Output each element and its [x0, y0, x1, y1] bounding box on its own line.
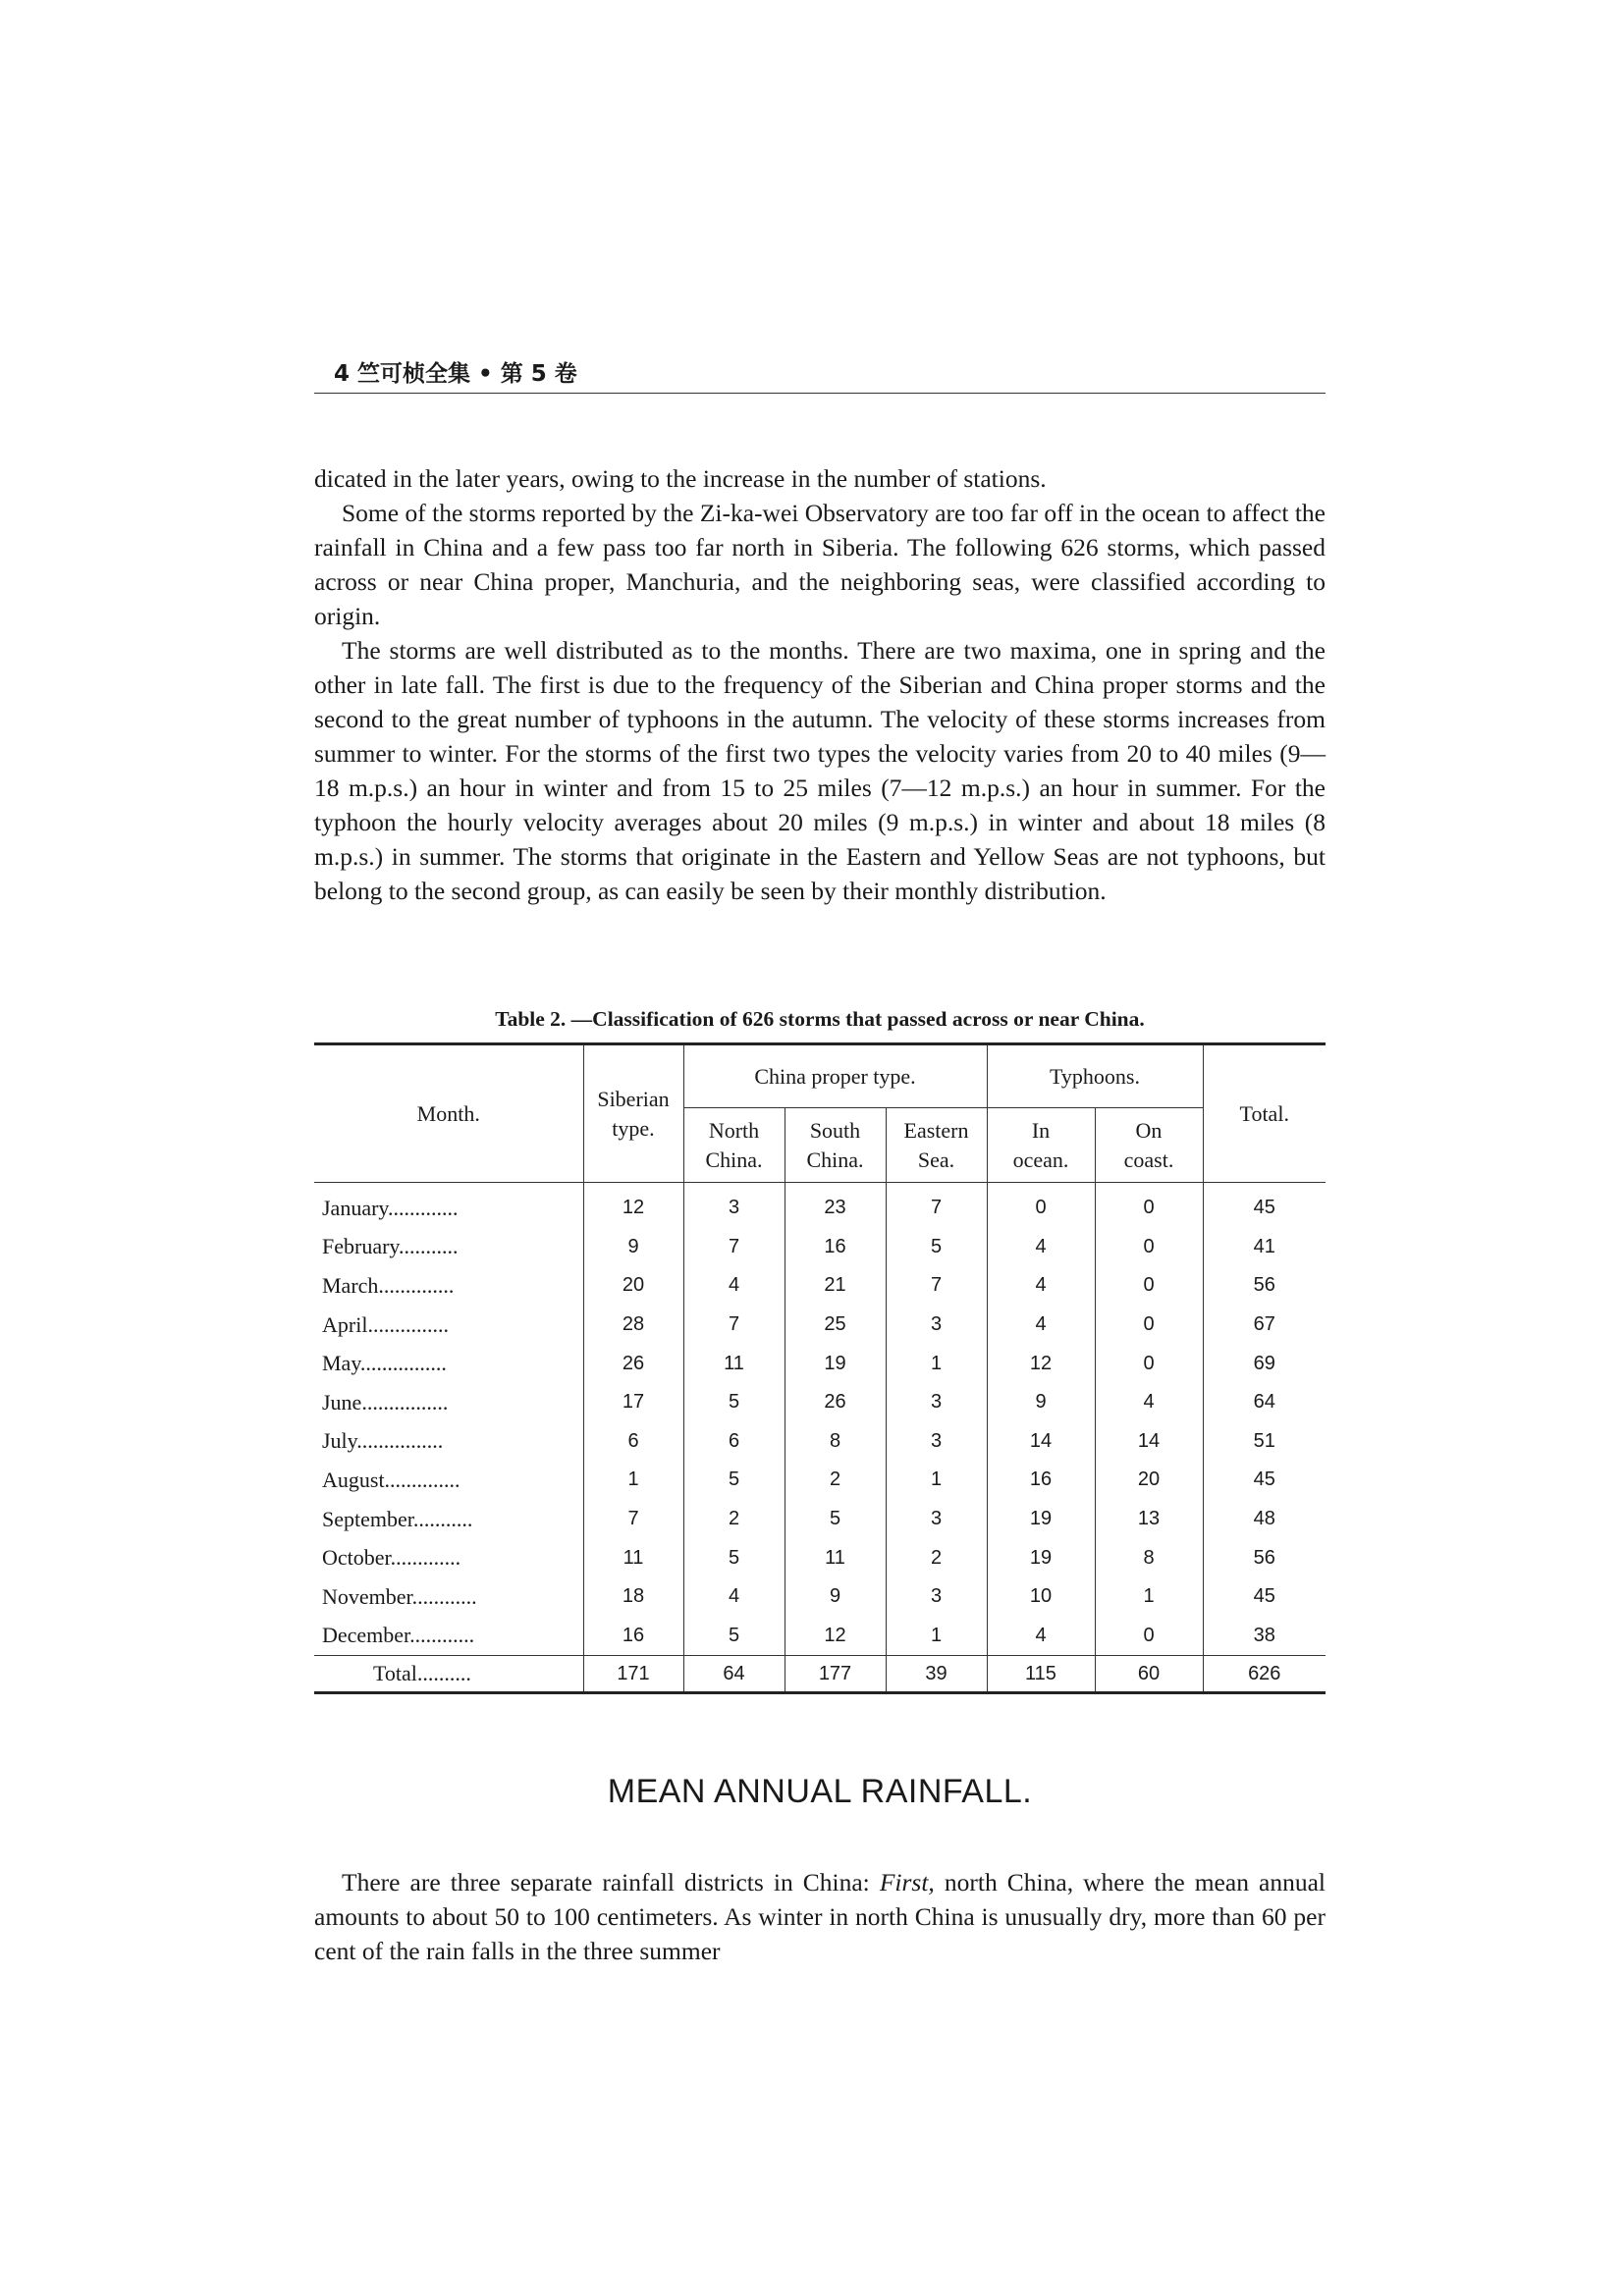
value-cell: 39: [886, 1656, 987, 1693]
header-siberian: Siberian type.: [583, 1044, 683, 1183]
value-cell: 19: [987, 1538, 1095, 1577]
value-cell: 6: [583, 1422, 683, 1462]
value-cell: 9: [583, 1228, 683, 1267]
total-cell: 51: [1203, 1422, 1326, 1462]
value-cell: 26: [583, 1344, 683, 1383]
table-caption: Table 2. —Classification of 626 storms that passed across or near China.: [495, 1007, 1145, 1031]
value-cell: 5: [683, 1538, 785, 1577]
month-cell: November............: [322, 1583, 477, 1609]
value-cell: 5: [785, 1500, 886, 1539]
header-south-china: South China.: [785, 1108, 886, 1183]
value-cell: 20: [1095, 1461, 1203, 1500]
value-cell: 18: [583, 1577, 683, 1617]
value-cell: 1: [886, 1461, 987, 1500]
paragraph-3: The storms are well distributed as to the months. There are two maxima, one in spring and the other in late fall. The first is due to the frequency of the Siberian and China proper storms and the second to the great number of typhoons in the autumn. The velocity of these storms increases from summer to winter. For the storms of the first two types the velocity varies from 20 to 40 miles (9—18 m.p.s.) an hour in winter and from 15 to 25 miles (7—12 m.p.s.) an hour in summer. For the typhoon the hourly velocity averages about 20 miles (9 m.p.s.) in winter and about 18 miles (8 m.p.s.) in summer. The storms that originate in the Eastern and Yellow Seas are not typhoons, but belong to the second group, as can easily be seen by their monthly distribution.: [314, 636, 1326, 905]
value-cell: 60: [1095, 1656, 1203, 1693]
value-cell: 19: [987, 1500, 1095, 1539]
value-cell: 14: [1095, 1422, 1203, 1462]
value-cell: 3: [683, 1183, 785, 1228]
total-cell: 69: [1203, 1344, 1326, 1383]
value-cell: 1: [886, 1344, 987, 1383]
section-heading: MEAN ANNUAL RAINFALL.: [607, 1773, 1033, 1810]
value-cell: 7: [583, 1500, 683, 1539]
value-cell: 10: [987, 1577, 1095, 1617]
value-cell: 9: [785, 1577, 886, 1617]
value-cell: 12: [987, 1344, 1095, 1383]
month-cell: March..............: [322, 1272, 455, 1298]
paragraph-1: dicated in the later years, owing to the increase in the number of stations.: [314, 464, 1047, 493]
value-cell: 3: [886, 1500, 987, 1539]
header-typhoons: Typhoons.: [987, 1044, 1203, 1108]
value-cell: 0: [1095, 1183, 1203, 1228]
value-cell: 2: [683, 1500, 785, 1539]
value-cell: 4: [1095, 1383, 1203, 1422]
table-row: [314, 1266, 1326, 1306]
value-cell: 23: [785, 1183, 886, 1228]
table-row: [314, 1422, 1326, 1462]
body-text: [314, 461, 1326, 908]
total-cell: 41: [1203, 1228, 1326, 1267]
total-cell: 56: [1203, 1538, 1326, 1577]
value-cell: 0: [1095, 1266, 1203, 1306]
table-row: [314, 1183, 1326, 1228]
value-cell: 17: [583, 1383, 683, 1422]
header-in-ocean: In ocean.: [987, 1108, 1095, 1183]
total-cell: 67: [1203, 1306, 1326, 1345]
value-cell: 5: [683, 1383, 785, 1422]
value-cell: 2: [886, 1538, 987, 1577]
paragraph-2: Some of the storms reported by the Zi-ka-wei Observatory are too far off in the ocean to affect the rainfall in China and a few pass too far north in Siberia. The following 626 storms, which passed across or near China proper, Manchuria, and the neighboring seas, were classified according to origin.: [314, 499, 1326, 630]
value-cell: 28: [583, 1306, 683, 1345]
value-cell: 4: [987, 1617, 1095, 1656]
running-head-text: 4 竺可桢全集 • 第 5 卷: [334, 361, 577, 387]
month-cell: February...........: [322, 1234, 459, 1259]
value-cell: 5: [683, 1617, 785, 1656]
value-cell: 6: [683, 1422, 785, 1462]
value-cell: 4: [683, 1266, 785, 1306]
value-cell: 4: [987, 1306, 1095, 1345]
month-cell: December............: [322, 1623, 475, 1648]
table-row: [314, 1538, 1326, 1577]
value-cell: 4: [987, 1228, 1095, 1267]
header-on-coast: On coast.: [1095, 1108, 1203, 1183]
value-cell: 13: [1095, 1500, 1203, 1539]
value-cell: 3: [886, 1306, 987, 1345]
running-header: [314, 349, 1326, 394]
value-cell: 16: [583, 1617, 683, 1656]
value-cell: 0: [1095, 1617, 1203, 1656]
value-cell: 0: [1095, 1228, 1203, 1267]
value-cell: 26: [785, 1383, 886, 1422]
value-cell: 3: [886, 1383, 987, 1422]
total-cell: 45: [1203, 1461, 1326, 1500]
month-cell: May................: [322, 1351, 447, 1376]
total-cell: 48: [1203, 1500, 1326, 1539]
total-label: Total..........: [314, 1656, 583, 1693]
value-cell: 3: [886, 1577, 987, 1617]
table-row: [314, 1228, 1326, 1267]
value-cell: 171: [583, 1656, 683, 1693]
storm-classification-table: [314, 1042, 1326, 1694]
value-cell: 177: [785, 1656, 886, 1693]
value-cell: 7: [886, 1183, 987, 1228]
value-cell: 12: [785, 1617, 886, 1656]
value-cell: 11: [683, 1344, 785, 1383]
value-cell: 20: [583, 1266, 683, 1306]
value-cell: 9: [987, 1383, 1095, 1422]
total-cell: 64: [1203, 1383, 1326, 1422]
value-cell: 7: [683, 1306, 785, 1345]
value-cell: 11: [583, 1538, 683, 1577]
value-cell: 115: [987, 1656, 1095, 1693]
rainfall-text-end: north China, where the mean annual amounts to about 50 to 100 centimeters. As winter in north China is unusually dry, more than 60 per cent of the rain falls in the three summer: [314, 1868, 1326, 1965]
value-cell: 25: [785, 1306, 886, 1345]
header-north-china: North China.: [683, 1108, 785, 1183]
header-total: Total.: [1203, 1044, 1326, 1183]
table-row: [314, 1500, 1326, 1539]
value-cell: 4: [683, 1577, 785, 1617]
value-cell: 14: [987, 1422, 1095, 1462]
value-cell: 64: [683, 1656, 785, 1693]
value-cell: 5: [886, 1228, 987, 1267]
table-row: [314, 1617, 1326, 1656]
table-row: [314, 1344, 1326, 1383]
value-cell: 5: [683, 1461, 785, 1500]
table-row: [314, 1577, 1326, 1617]
value-cell: 12: [583, 1183, 683, 1228]
table-row: [314, 1461, 1326, 1500]
header-month: Month.: [314, 1044, 583, 1183]
value-cell: 0: [987, 1183, 1095, 1228]
value-cell: 16: [785, 1228, 886, 1267]
month-cell: October.............: [322, 1545, 461, 1571]
value-cell: 3: [886, 1422, 987, 1462]
total-cell: 38: [1203, 1617, 1326, 1656]
rainfall-paragraph: [314, 1865, 1326, 1968]
value-cell: 4: [987, 1266, 1095, 1306]
month-cell: June................: [322, 1389, 449, 1415]
value-cell: 8: [785, 1422, 886, 1462]
value-cell: 0: [1095, 1306, 1203, 1345]
month-cell: September...........: [322, 1506, 473, 1531]
value-cell: 8: [1095, 1538, 1203, 1577]
month-cell: April...............: [322, 1311, 449, 1337]
value-cell: 1: [1095, 1577, 1203, 1617]
rainfall-text-start: There are three separate rainfall districts in China:: [342, 1868, 880, 1896]
header-eastern-sea: Eastern Sea.: [886, 1108, 987, 1183]
value-cell: 1: [886, 1617, 987, 1656]
value-cell: 7: [886, 1266, 987, 1306]
month-cell: August..............: [322, 1467, 460, 1492]
value-cell: 19: [785, 1344, 886, 1383]
value-cell: 16: [987, 1461, 1095, 1500]
value-cell: 11: [785, 1538, 886, 1577]
table-total-row: [314, 1656, 1326, 1693]
table-row: [314, 1306, 1326, 1345]
rainfall-emphasis: First,: [879, 1868, 935, 1896]
value-cell: 2: [785, 1461, 886, 1500]
grand-total-cell: 626: [1203, 1656, 1326, 1693]
table-row: [314, 1383, 1326, 1422]
total-cell: 45: [1203, 1183, 1326, 1228]
total-cell: 45: [1203, 1577, 1326, 1617]
value-cell: 1: [583, 1461, 683, 1500]
value-cell: 7: [683, 1228, 785, 1267]
value-cell: 0: [1095, 1344, 1203, 1383]
header-china-proper: China proper type.: [683, 1044, 987, 1108]
value-cell: 21: [785, 1266, 886, 1306]
month-cell: January.............: [322, 1195, 459, 1220]
month-cell: July................: [322, 1428, 444, 1454]
total-cell: 56: [1203, 1266, 1326, 1306]
rainfall-text: [314, 1865, 1326, 1968]
